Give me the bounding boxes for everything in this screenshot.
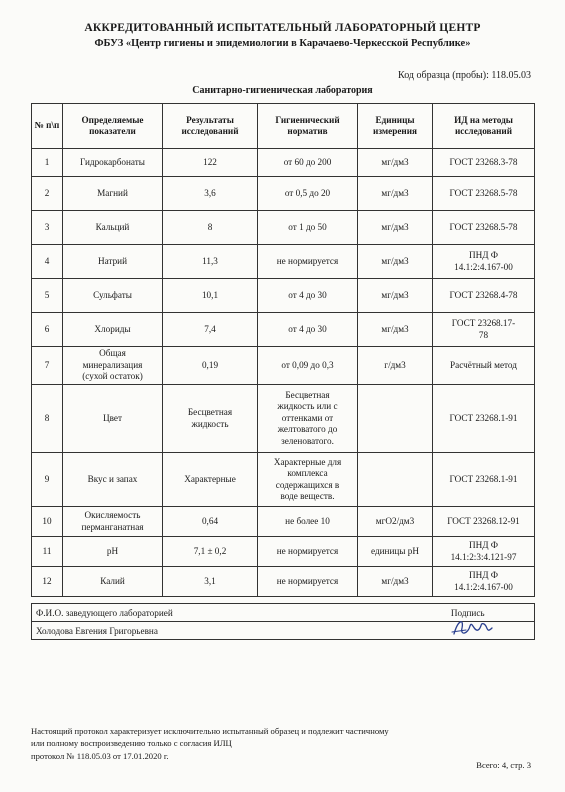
footer-line: или полному воспроизведению только с согласия ИЛЦ [31, 738, 232, 749]
unit-cell: мг/дм3 [358, 567, 433, 597]
norm-cell: от 0,09 до 0,3 [258, 347, 358, 385]
method-cell: ГОСТ 23268.17- 78 [433, 313, 535, 347]
row-number: 11 [32, 537, 63, 567]
org-title: АККРЕДИТОВАННЫЙ ИСПЫТАТЕЛЬНЫЙ ЛАБОРАТОРНЫЙ ЦЕНТР [84, 22, 481, 34]
method-cell: ГОСТ 23268.1-91 [433, 453, 535, 507]
result-cell: 10,1 [163, 279, 258, 313]
table-row [32, 537, 535, 567]
result-cell: 8 [163, 211, 258, 245]
org-subtitle: ФБУЗ «Центр гигиены и эпидемиологии в Карачаево-Черкесской Республике» [94, 38, 471, 49]
head-label: Ф.И.О. заведующего лабораторией [32, 604, 402, 622]
result-cell: 0,19 [163, 347, 258, 385]
table-row [32, 177, 535, 211]
norm-cell: от 1 до 50 [258, 211, 358, 245]
result-cell: 3,1 [163, 567, 258, 597]
norm-cell: не нормируется [258, 537, 358, 567]
unit-cell: мг/дм3 [358, 245, 433, 279]
norm-cell: от 4 до 30 [258, 279, 358, 313]
result-cell: 0,64 [163, 507, 258, 537]
col-header-norm: Гигиенический норматив [258, 104, 358, 149]
unit-cell: мг/дм3 [358, 279, 433, 313]
table-row [32, 245, 535, 279]
row-number: 10 [32, 507, 63, 537]
table-header-row [32, 104, 535, 149]
parameter-cell: Кальций [63, 211, 163, 245]
row-number: 9 [32, 453, 63, 507]
unit-cell: г/дм3 [358, 347, 433, 385]
norm-cell: от 0,5 до 20 [258, 177, 358, 211]
parameter-cell: Цвет [63, 385, 163, 453]
unit-cell: единицы pH [358, 537, 433, 567]
unit-cell: мг/дм3 [358, 211, 433, 245]
method-cell: ПНД Ф 14.1:2:4.167-00 [433, 245, 535, 279]
unit-cell: мг/дм3 [358, 177, 433, 211]
row-number: 7 [32, 347, 63, 385]
parameter-cell: Магний [63, 177, 163, 211]
method-cell: Расчётный метод [433, 347, 535, 385]
sample-code: Код образца (пробы): 118.05.03 [398, 70, 531, 81]
norm-cell: не более 10 [258, 507, 358, 537]
unit-cell: мгО2/дм3 [358, 507, 433, 537]
method-cell: ПНД Ф 14.1:2:3:4.121-97 [433, 537, 535, 567]
table-row [32, 211, 535, 245]
col-header-result: Результаты исследований [163, 104, 258, 149]
row-number: 1 [32, 149, 63, 177]
parameter-cell: Вкус и запах [63, 453, 163, 507]
parameter-cell: Общая минерализация (сухой остаток) [63, 347, 163, 385]
result-cell: 11,3 [163, 245, 258, 279]
row-number: 12 [32, 567, 63, 597]
parameter-cell: Гидрокарбонаты [63, 149, 163, 177]
table-row [32, 507, 535, 537]
lab-name: Санитарно-гигиеническая лаборатория [192, 85, 373, 96]
head-name: Холодова Евгения Григорьевна [32, 622, 402, 640]
norm-cell: от 60 до 200 [258, 149, 358, 177]
parameter-cell: Хлориды [63, 313, 163, 347]
row-number: 3 [32, 211, 63, 245]
row-number: 8 [32, 385, 63, 453]
table-row [32, 453, 535, 507]
table-row [32, 385, 535, 453]
result-cell: 7,1 ± 0,2 [163, 537, 258, 567]
footer-line: Настоящий протокол характеризует исключительно испытанный образец и подлежит частичному [31, 726, 389, 736]
norm-cell: не нормируется [258, 245, 358, 279]
unit-cell: мг/дм3 [358, 149, 433, 177]
norm-cell: от 4 до 30 [258, 313, 358, 347]
row-number: 6 [32, 313, 63, 347]
row-number: 2 [32, 177, 63, 211]
method-cell: ПНД Ф 14.1:2:4.167-00 [433, 567, 535, 597]
table-row [32, 313, 535, 347]
row-number: 5 [32, 279, 63, 313]
parameter-cell: Натрий [63, 245, 163, 279]
signature-label: Подпись [402, 604, 535, 622]
unit-cell: мг/дм3 [358, 313, 433, 347]
page-count: Всего: 4, стр. 3 [476, 760, 531, 770]
parameter-cell: Сульфаты [63, 279, 163, 313]
handwritten-signature [450, 614, 496, 640]
col-header-number: № п\п [32, 104, 63, 149]
col-header-unit: Единицы измерения [358, 104, 433, 149]
col-header-method: ИД на методы исследований [433, 104, 535, 149]
table-row [32, 347, 535, 385]
table-row [32, 567, 535, 597]
norm-cell: Характерные для комплекса содержащихся в воде веществ. [258, 453, 358, 507]
norm-cell: не нормируется [258, 567, 358, 597]
result-cell: Бесцветная жидкость [163, 385, 258, 453]
parameter-cell: Окисляемость перманганатная [63, 507, 163, 537]
row-number: 4 [32, 245, 63, 279]
method-cell: ГОСТ 23268.1-91 [433, 385, 535, 453]
result-cell: 7,4 [163, 313, 258, 347]
method-cell: ГОСТ 23268.3-78 [433, 149, 535, 177]
method-cell: ГОСТ 23268.12-91 [433, 507, 535, 537]
result-cell: 3,6 [163, 177, 258, 211]
protocol-number: протокол № 118.05.03 от 17.01.2020 г. [31, 750, 169, 761]
unit-cell [358, 453, 433, 507]
footer-note [31, 725, 501, 762]
results-table [31, 103, 535, 597]
parameter-cell: pH [63, 537, 163, 567]
col-header-parameter: Определяемые показатели [63, 104, 163, 149]
table-row [32, 279, 535, 313]
method-cell: ГОСТ 23268.4-78 [433, 279, 535, 313]
result-cell: Характерные [163, 453, 258, 507]
method-cell: ГОСТ 23268.5-78 [433, 177, 535, 211]
result-cell: 122 [163, 149, 258, 177]
unit-cell [358, 385, 433, 453]
parameter-cell: Калий [63, 567, 163, 597]
table-row [32, 149, 535, 177]
method-cell: ГОСТ 23268.5-78 [433, 211, 535, 245]
norm-cell: Бесцветная жидкость или с оттенками от желтоватого до зеленоватого. [258, 385, 358, 453]
